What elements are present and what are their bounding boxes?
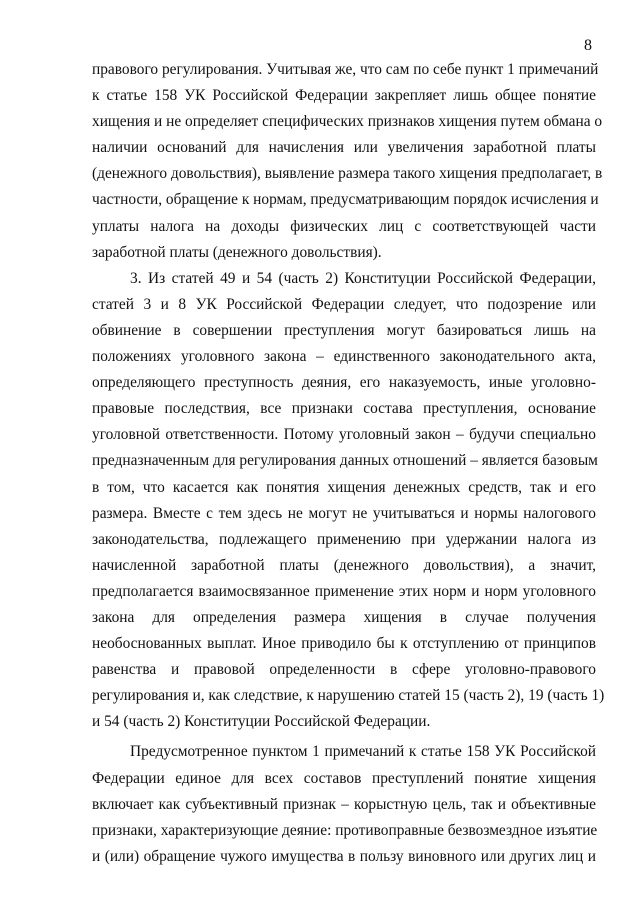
paragraph-3 [92,739,596,869]
text-line: включает как субъективный признак – корыстную цель, так и объективные [92,795,596,813]
text-line: законодательства, подлежащего применению при удержании налога из [92,530,596,548]
text-line: правовые последствия, все признаки состава преступления, основание [92,400,596,418]
text-line: (денежного довольствия), выявление размера такого хищения предполагает, в [92,165,603,183]
text-line: определяющего преступность деяния, его наказуемость, иные уголовно- [92,374,596,392]
text-line: размера. Вместе с тем здесь не могут не учитываться и нормы налогового [92,504,596,522]
text-line: к статье 158 УК Российской Федерации закрепляет лишь общее понятие [92,87,596,105]
text-line: правового регулирования. Учитывая же, что сам по себе пункт 1 примечаний [92,61,599,78]
paragraph-1 [92,57,603,266]
text-line: уголовной ответственности. Потому уголовный закон – будучи специально [92,426,596,444]
text-line: начисленной заработной платы (денежного довольствия), а значит, [92,556,596,574]
text-line: частности, обращение к нормам, предусматривающим порядок исчисления и [92,191,599,209]
text-line: регулирования и, как следствие, к нарушению статей 15 (часть 2), 19 (часть 1) [92,687,605,705]
text-line: заработной платы (денежного довольствия). [92,243,382,261]
text-line: Федерации единое для всех составов преступлений понятие хищения [92,769,596,787]
text-line: обвинение в совершении преступления могут базироваться лишь на [92,321,596,339]
text-line: признаки, характеризующие деяние: противоправные безвозмездное изъятие [92,821,598,839]
text-line: хищения и не определяет специфических признаков хищения путем обмана о [92,113,603,131]
text-line: равенства и правовой определенности в сфере уголовно-правового [92,661,596,679]
document-body [92,57,605,870]
text-line: в том, что касается как понятия хищения денежных средств, так и его [92,478,596,496]
text-line: и 54 (часть 2) Конституции Российской Федерации. [92,713,431,731]
text-line: закона для определения размера хищения в случае получения [92,608,596,626]
text-line: статей 3 и 8 УК Российской Федерации следует, что подозрение или [92,295,596,313]
page-number: 8 [584,37,592,54]
text-line: 3. Из статей 49 и 54 (часть 2) Конституции Российской Федерации, [130,269,596,287]
text-line: предназначенным для регулирования данных отношений – является базовым [92,452,598,470]
paragraph-2 [92,266,605,736]
text-line: и (или) обращение чужого имущества в пользу виновного или других лиц и [92,847,596,865]
text-line: Предусмотренное пунктом 1 примечаний к статье 158 УК Российской [130,743,596,761]
text-line: уплаты налога на доходы физических лиц с соответствующей части [92,217,596,235]
text-line: предполагается взаимосвязанное применение этих норм и норм уголовного [92,582,596,600]
text-line: необоснованных выплат. Иное приводило бы к отступлению от принципов [92,635,596,653]
text-line: положениях уголовного закона – единственного законодательного акта, [92,348,596,366]
text-line: наличии оснований для начисления или увеличения заработной платы [92,139,596,157]
